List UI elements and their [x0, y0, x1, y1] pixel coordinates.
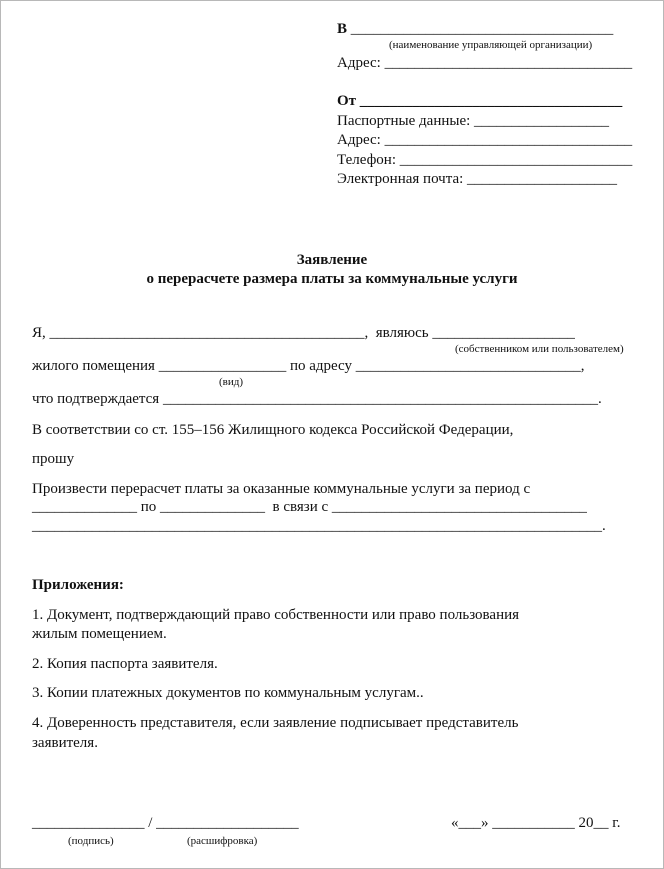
type-hint: (вид)	[219, 376, 244, 388]
decode-hint: (расшифровка)	[187, 835, 258, 847]
email-line: Электронная почта: ____________________	[337, 171, 618, 187]
applicant-line: Я, __________________________________________, являюсь ___________________	[32, 325, 575, 341]
request-text: Произвести перерасчет платы за оказанные коммунальные услуги за период с	[32, 481, 531, 497]
request-word: прошу	[32, 451, 75, 467]
date-line: «___» ___________ 20__ г.	[451, 815, 621, 831]
attachment-item-1: 1. Документ, подтверждающий право собственности или право пользования	[32, 607, 520, 623]
premises-line: жилого помещения _________________ по адресу ______________________________,	[32, 358, 585, 374]
sender-line: От ___________________________________	[337, 93, 623, 109]
period-line: ______________ по ______________ в связи с __________________________________	[32, 499, 587, 515]
attachment-item-4-cont: заявителя.	[32, 735, 98, 751]
confirmation-line: что подтверждается __________________________________________________________.	[32, 391, 602, 407]
recipient-line: В ___________________________________	[337, 21, 614, 37]
recipient-address: Адрес: _________________________________	[337, 55, 633, 71]
passport-line: Паспортные данные: __________________	[337, 113, 610, 129]
recipient-field: ___________________________________	[350, 21, 614, 37]
phone-line: Телефон: _______________________________	[337, 152, 633, 168]
attachment-item-1-cont: жилым помещением.	[32, 626, 167, 642]
reason-line: ____________________________________________________________________________.	[32, 518, 606, 534]
legal-basis-line: В соответствии со ст. 155–156 Жилищного кодекса Российской Федерации,	[32, 422, 514, 438]
attachment-item-2: 2. Копия паспорта заявителя.	[32, 656, 218, 672]
signature-hint: (подпись)	[68, 835, 114, 847]
signature-line: _______________ / ___________________	[32, 815, 299, 831]
document-title: Заявление	[296, 252, 368, 268]
attachment-item-4: 4. Доверенность представителя, если заявление подписывает представитель	[32, 715, 519, 731]
attachment-item-3: 3. Копии платежных документов по коммунальным услугам..	[32, 685, 424, 701]
document-subtitle: о перерасчете размера платы за коммунальные услуги	[146, 271, 518, 287]
sender-address: Адрес: _________________________________	[337, 132, 633, 148]
recipient-hint: (наименование управляющей организации)	[389, 39, 593, 51]
attachments-heading: Приложения:	[32, 577, 124, 593]
owner-hint: (собственником или пользователем)	[455, 343, 624, 355]
